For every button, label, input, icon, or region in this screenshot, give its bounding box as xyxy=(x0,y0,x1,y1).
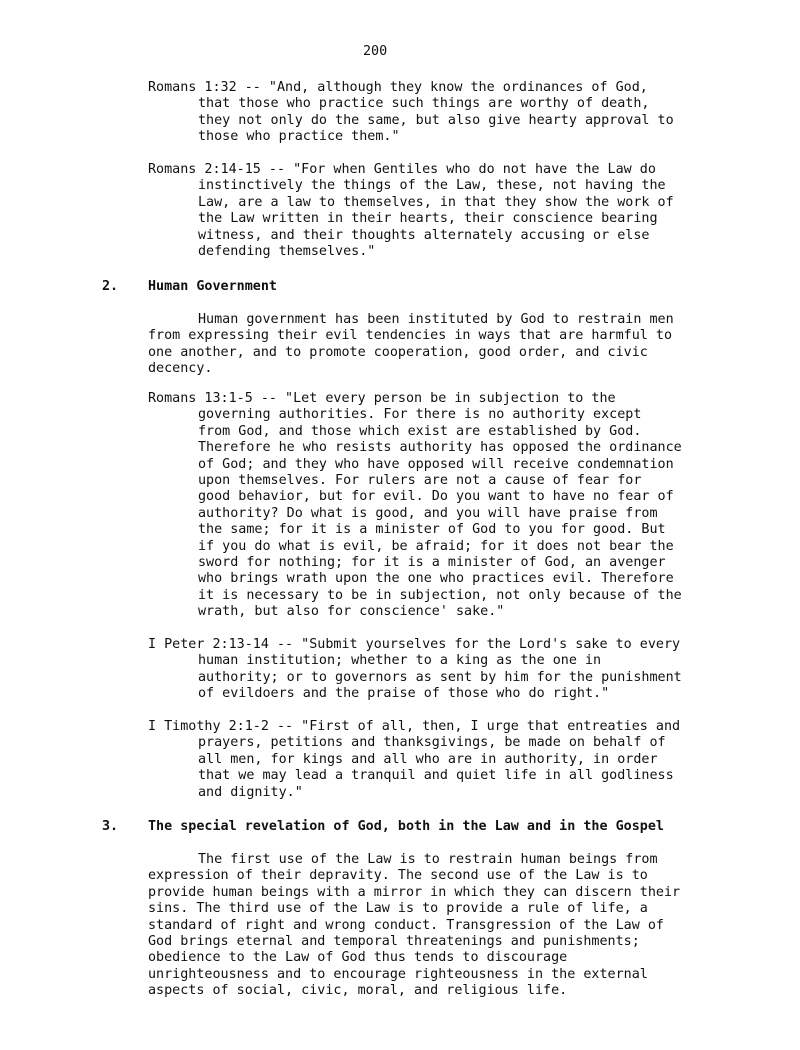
quote-line: governing authorities. For there is no authority except xyxy=(198,407,642,423)
quote-line: I Timothy 2:1-2 -- "First of all, then, I urge that entreaties and xyxy=(148,719,681,734)
section-number: 3. xyxy=(102,819,119,834)
paragraph-line: God brings eternal and temporal threatenings and punishments; xyxy=(148,934,640,950)
paragraph-line: aspects of social, civic, moral, and religious life. xyxy=(148,983,568,999)
quote-line: Romans 1:32 -- "And, although they know the ordinances of God, xyxy=(148,80,648,95)
section-heading: Human Government xyxy=(148,279,277,294)
quote-line: the Law written in their hearts, their conscience bearing xyxy=(198,211,658,227)
quote-line: of evildoers and the praise of those who do right." xyxy=(198,686,610,702)
section-number: 2. xyxy=(102,279,119,294)
paragraph-line: sins. The third use of the Law is to provide a rule of life, a xyxy=(148,901,648,917)
quote-line: instinctively the things of the Law, these, not having the xyxy=(198,178,666,194)
quote-line: prayers, petitions and thanksgivings, be made on behalf of xyxy=(198,735,666,751)
paragraph-line: decency. xyxy=(148,361,213,377)
quote-line: human institution; whether to a king as the one in xyxy=(198,653,602,669)
section-heading: The special revelation of God, both in the Law and in the Gospel xyxy=(148,819,664,834)
quote-line: I Peter 2:13-14 -- "Submit yourselves for the Lord's sake to every xyxy=(148,637,681,652)
quote-line: wrath, but also for conscience' sake." xyxy=(198,604,505,620)
quote-line: the same; for it is a minister of God to you for good. But xyxy=(198,522,666,538)
paragraph-line: obedience to the Law of God thus tends to discourage xyxy=(148,950,568,966)
quote-line: authority; or to governors as sent by him for the punishment xyxy=(198,669,682,685)
quote-line: they not only do the same, but also give hearty approval to xyxy=(198,112,674,128)
section-paragraph xyxy=(148,312,674,378)
quote-line: that we may lead a tranquil and quiet life in all godliness xyxy=(198,768,674,784)
quote-line: upon themselves. For rulers are not a cause of fear for xyxy=(198,473,642,489)
quote-line: Romans 13:1-5 -- "Let every person be in subjection to the xyxy=(148,391,616,406)
scripture-quote-1-peter-2-13 xyxy=(148,637,682,703)
quote-line: those who practice them." xyxy=(198,129,400,145)
quote-line: that those who practice such things are worthy of death, xyxy=(198,96,650,112)
quote-line: Law, are a law to themselves, in that they show the work of xyxy=(198,194,674,210)
quote-line: who brings wrath upon the one who practices evil. Therefore xyxy=(198,571,674,587)
scripture-quote-romans-1-32 xyxy=(148,80,674,146)
paragraph-line: The first use of the Law is to restrain human beings from xyxy=(198,852,658,867)
paragraph-line: from expressing their evil tendencies in ways that are harmful to xyxy=(148,328,673,344)
paragraph-line: standard of right and wrong conduct. Transgression of the Law of xyxy=(148,917,664,933)
paragraph-line: expression of their depravity. The second use of the Law is to xyxy=(148,868,648,884)
page-number: 200 xyxy=(363,44,388,59)
quote-line: and dignity." xyxy=(198,784,303,800)
quote-line: Romans 2:14-15 -- "For when Gentiles who do not have the Law do xyxy=(148,162,656,177)
quote-line: authority? Do what is good, and you will have praise from xyxy=(198,505,658,521)
quote-line: if you do what is evil, be afraid; for it does not bear the xyxy=(198,538,674,554)
paragraph-line: Human government has been instituted by God to restrain men xyxy=(198,312,674,327)
quote-line: it is necessary to be in subjection, not only because of the xyxy=(198,587,682,603)
section-paragraph xyxy=(148,852,680,1000)
quote-line: witness, and their thoughts alternately accusing or else xyxy=(198,227,650,243)
paragraph-line: one another, and to promote cooperation, good order, and civic xyxy=(148,344,648,360)
paragraph-line: provide human beings with a mirror in which they can discern their xyxy=(148,884,681,900)
scripture-quote-romans-2-14 xyxy=(148,162,674,260)
quote-line: sword for nothing; for it is a minister of God, an avenger xyxy=(198,555,666,571)
quote-line: defending themselves." xyxy=(198,244,376,260)
quote-line: good behavior, but for evil. Do you want to have no fear of xyxy=(198,489,674,505)
quote-line: of God; and they who have opposed will receive condemnation xyxy=(198,456,674,472)
paragraph-line: unrighteousness and to encourage righteousness in the external xyxy=(148,966,648,982)
quote-line: all men, for kings and all who are in authority, in order xyxy=(198,751,658,767)
quote-line: from God, and those which exist are established by God. xyxy=(198,423,642,439)
scripture-quote-1-timothy-2-1 xyxy=(148,719,680,801)
scripture-quote-romans-13-1 xyxy=(148,391,682,621)
quote-line: Therefore he who resists authority has opposed the ordinance xyxy=(198,440,682,456)
